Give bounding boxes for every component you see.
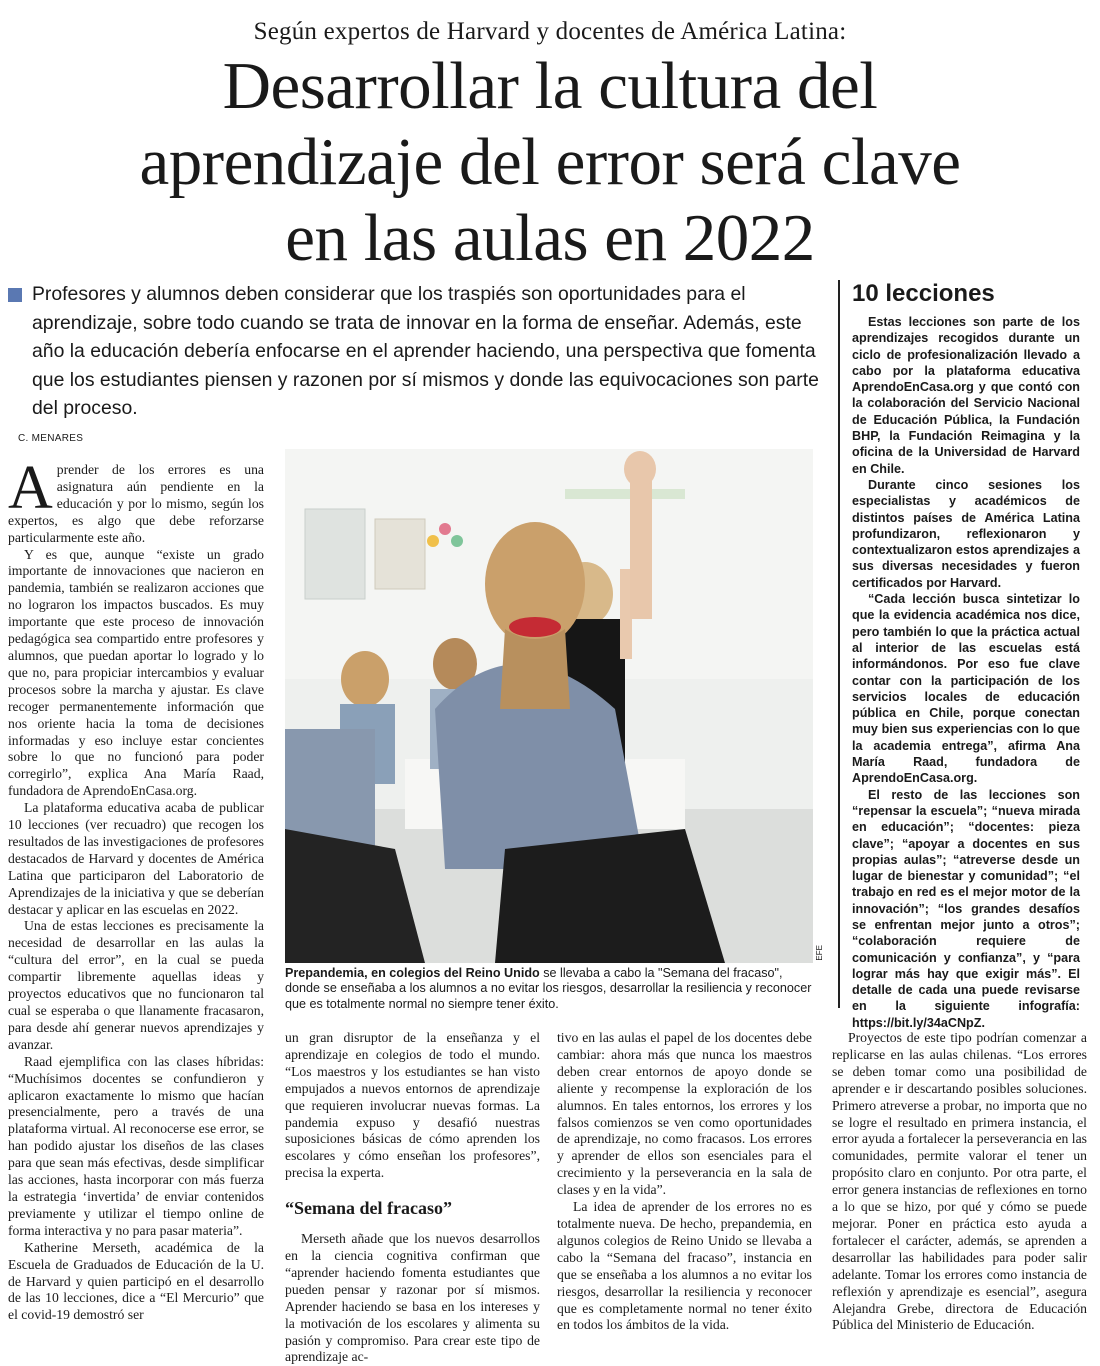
subhead: “Semana del fracaso” — [285, 1198, 452, 1219]
article-column-2 — [285, 1030, 540, 1366]
body-paragraph: La idea de aprender de los errores no es totalmente nueva. De hecho, prepandemia, en algunos colegios de Reino Unido se llevaba a cabo la “Semana del fracaso”, instancia en que se enseñaba a los alumnos a no evitar los riesgos, desarrollar la resiliencia y reconocer que es completamente normal no tener éxito en todos los ámbitos de la vida. — [557, 1199, 812, 1333]
lead-block — [8, 280, 828, 423]
headline-line-1: Desarrollar la cultura del — [222, 49, 878, 123]
article-column-3 — [557, 1030, 812, 1334]
sidebar-paragraph: Estas lecciones son parte de los aprendizajes recogidos durante un ciclo de profesionalización llevado a cabo por la plataforma educativa AprendoEnCasa.org y que contó con la colaboración del Servicio Nacional de Educación Pública, la Fundación BHP, la Fundación Reimagina y la oficina de la Universidad de Harvard en Chile. — [852, 315, 1080, 476]
body-paragraph: Katherine Merseth, académica de la Escuela de Graduados de Educación de la U. de Harvard y quien participó en el desarrollo de las 10 lecciones, dice a “El Mercurio” que el covid-19 demostró ser — [8, 1239, 264, 1323]
sidebar-box — [838, 280, 1080, 1030]
headline-line-2: aprendizaje del error será clave — [139, 125, 961, 199]
photo-caption-text: se llevaba a cabo la "Semana del fracaso", donde se enseñaba a los alumnos a no evitar los riesgos, desarrollar la resiliencia y reconocer que es totalmente normal no siempre tener éxito. — [285, 966, 812, 1011]
body-paragraph: Raad ejemplifica con las clases híbridas: “Muchísimos docentes se confundieron y aplicaron exactamente lo mismo que hacían presencialmente, pero a través de una plataforma virtual. Al reconocerse ese error, se han podido ajustar los diseños de las clases para que sean más efectivas, desde simplificar las acciones, hasta incorporar con más fuerza la estrategia ‘invertida’ de enviar contenidos previamente y utilizar el tiempo online de forma interactiva y no para pasar materia”. — [8, 1053, 264, 1238]
article-column-1 — [8, 454, 264, 1324]
body-paragraph: Y es que, aunque “existe un grado importante de innovaciones que nacieron en pandemia, también se realizaron acciones que no lograron los impactos buscados. Es muy importante que este proceso de innovación pedagógica sea compartido entre profesores y alumnos, que puedan aportar lo logrado y lo que no, para propiciar intercambios y evaluar procesos sobre la marcha y ajustar. Es clave recoger permanentemente información que nos oriente hacia la toma de decisiones informadas y eso incluye estar concientes sobre lo que no funcionó para poder corregirlo”, explica Ana María Raad, fundadora de AprendoEnCasa.org. — [8, 546, 264, 799]
headline — [40, 48, 1060, 276]
body-paragraph: Merseth añade que los nuevos desarrollos en la ciencia cognitiva confirman que “aprender haciendo fomenta estudiantes que pueden pensar y razonar por sí mismos. Aprender haciendo se basa en los intereses y la motivación de los escolares y alimenta su pasión y compromiso. Para crear este tipo de aprendizaje ac- — [285, 1231, 540, 1365]
body-paragraph: tivo en las aulas el papel de los docentes debe cambiar: ahora más que nunca los maestros deben crear entornos de apoyo donde se aliente y recompense la exploración de los alumnos. En tales entornos, los errores y los falsos comienzos se ven como oportunidades de aprendizaje, no como fracasos. Los errores y aprender de ellos son esenciales para el crecimiento y la perseverancia en la sala de clases y en la vida”. — [557, 1030, 812, 1198]
body-paragraph: La plataforma educativa acaba de publicar 10 lecciones (ver recuadro) que recogen los resultados de las investigaciones de profesores destacados de Harvard y docentes de América Latina que participaron del Laboratorio de Aprendizajes de la iniciativa y que se deberían destacar y aplicar en las escuelas en 2022. — [8, 800, 264, 917]
classroom-photo — [285, 449, 813, 963]
first-paragraph-text: prender de los errores es una asignatura aún pendiente en la educación y por lo mismo, según los expertos, es algo que debe reforzarse particularmente este año. — [8, 462, 264, 545]
headline-line-3: en las aulas en 2022 — [285, 201, 815, 275]
sidebar-paragraph: El resto de las lecciones son “repensar la escuela”; “nueva mirada en educación”; “docentes: pieza clave”; “apoyar a docentes en sus propias aulas”; “atreverse desde un lugar de bienestar y comunidad”; “el trabajo en red es el mejor motor de la innovación”; “los grandes desafíos se enfrentan mejor junto a otros”; “colaboración requiere de comunicación y confianza”, y “para lograr más hay que exigir más”. El detalle de cada una puede revisarse en la siguiente infografía: https://bit.ly/34aCNpZ. — [852, 787, 1080, 1030]
photo-caption-bold: Prepandemia, en colegios del Reino Unido — [285, 966, 540, 980]
first-paragraph — [8, 454, 264, 547]
classroom-photo-illustration — [285, 449, 813, 963]
body-paragraph: un gran disruptor de la enseñanza y el aprendizaje en colegios de todo el mundo. “Los maestros y los estudiantes se han visto empujados a nuevos entornos de aprendizaje que requieren involucrar nuevas formas. La pandemia expuso y desafió nuestras suposiciones básicas de cómo aprenden los escolares y cómo enseñan los profesores”, precisa la experta. — [285, 1030, 540, 1181]
dropcap: A — [8, 454, 53, 522]
body-paragraph: Proyectos de este tipo podrían comenzar a replicarse en las aulas chilenas. “Los errores se deben tomar como una posibilidad de aprender e ir descartando posibles soluciones. Primero atreverse a probar, no importa que no se logre el resultado en primera instancia, el error ayuda a fortalecer la perseverancia en las comunidades, permite valorar el tener un propósito claro en conjunto. Por otra parte, el error genera instancias de reflexiones en torno a lo que se hizo, por qué y cómo se puede mejorar. Poner en práctica esto ayuda a fortalecer el carácter, además, se aprenden a desarrollar las habilidades para poder salir adelante. Tomar los errores como instancia de reflexión y aprendizaje es esencial”, asegura Alejandra Grebe, directora de Educación Pública del Ministerio de Educación. — [832, 1030, 1087, 1333]
sidebar-body — [852, 314, 1080, 1031]
sidebar-title: 10 lecciones — [852, 280, 995, 307]
article-column-4 — [832, 1030, 1087, 1334]
body-paragraph: Una de estas lecciones es precisamente la necesidad de desarrollar en las aulas la “cultura del error”, en la cual se pueda compartir libremente aquellas ideas y proyectos educativos que no funcionaron tal cual se esperaba o que llanamente fracasaron, para desde ahí generar nuevos aprendizajes y avanzar. — [8, 918, 264, 1052]
sidebar-paragraph: “Cada lección busca sintetizar lo que la evidencia académica nos dice, pero también lo que la práctica actual al interior de las escuelas está informándonos. Por eso fue clave contar con la participación de los servicios locales de educación pública en Chile, porque conectan muy bien sus experiencias con lo que la academia entrega”, afirma Ana María Raad, fundadora de AprendoEnCasa.org. — [852, 592, 1080, 786]
kicker: Según expertos de Harvard y docentes de América Latina: — [253, 18, 847, 45]
photo-caption — [285, 966, 820, 1012]
byline: C. MENARES — [18, 433, 84, 444]
sidebar-paragraph: Durante cinco sesiones los especialistas y académicos de distintos países de América Latina profundizaron, reflexionaron y contextualizaron estos aprendizajes a sus diversas necesidades y fueron certificados por Harvard. — [852, 477, 1080, 590]
lead-text: Profesores y alumnos deben considerar que los traspiés son oportunidades para el aprendizaje, sobre todo cuando se trata de innovar en la forma de enseñar. Además, este año la educación debería enfocarse en el aprender haciendo, una perspectiva que fomenta que los estudiantes piensen y razonen por sí mismos y donde las equivocaciones son parte del proceso. — [32, 283, 819, 420]
photo-credit: EFE — [815, 945, 824, 961]
lead-bullet-icon — [8, 288, 22, 302]
